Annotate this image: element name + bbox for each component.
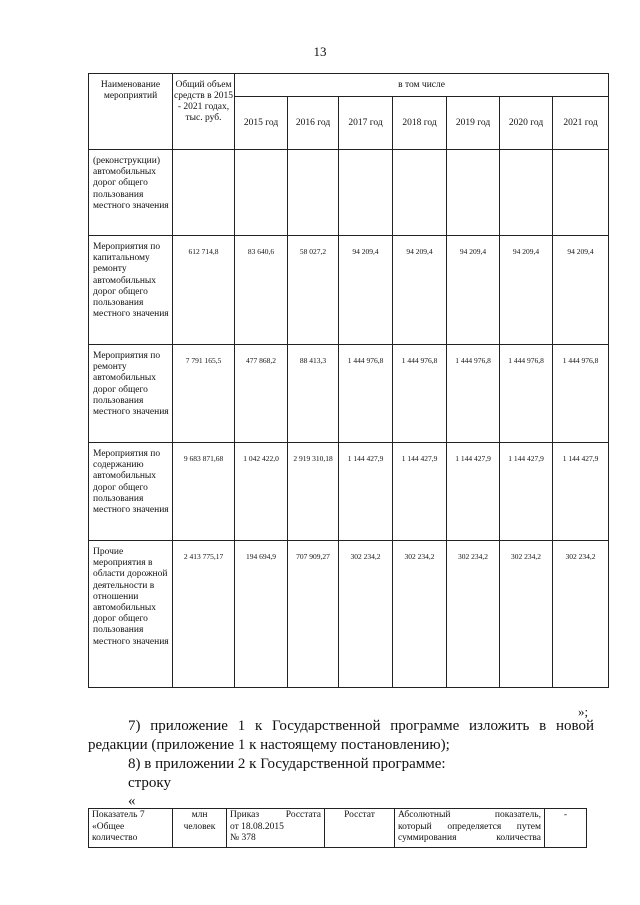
- row-value: 94 209,4: [553, 236, 609, 345]
- table-row: [89, 443, 609, 541]
- table-row: [89, 541, 609, 688]
- unit-cell: [173, 809, 227, 848]
- row-value: 1 444 976,8: [447, 345, 500, 443]
- row-name: Мероприятия по содержанию автомобильных дорог общего пользования местного значения: [89, 443, 173, 541]
- header-including: в том числе: [235, 74, 609, 97]
- row-total: 9 683 871,68: [173, 443, 235, 541]
- header-year: 2018 год: [393, 97, 447, 150]
- row-value: 302 234,2: [447, 541, 500, 688]
- row-value: [288, 150, 339, 236]
- unit-line: человек: [183, 821, 216, 832]
- page-number: 13: [313, 44, 327, 59]
- row-value: 1 144 427,9: [339, 443, 393, 541]
- row-name: Мероприятия по ремонту автомобильных дорог общего пользования местного значения: [89, 345, 173, 443]
- row-value: 94 209,4: [500, 236, 553, 345]
- row-total: 7 791 165,5: [173, 345, 235, 443]
- header-name: Наименование мероприятий: [89, 74, 173, 150]
- indicator-table: [88, 808, 587, 848]
- row-value: [553, 150, 609, 236]
- header-year: 2019 год: [447, 97, 500, 150]
- row-value: [235, 150, 288, 236]
- row-value: 2 919 310,18: [288, 443, 339, 541]
- paragraph-7-line2: редакции (приложение 1 к настоящему постановлению);: [88, 737, 450, 753]
- row-value: 477 868,2: [235, 345, 288, 443]
- paragraph-7-line1: 7) приложение 1 к Государственной программе изложить в новой: [128, 718, 594, 734]
- row-value: 194 694,9: [235, 541, 288, 688]
- row-value: 302 234,2: [553, 541, 609, 688]
- indicator-name-cell: [89, 809, 173, 848]
- closing-quote: »;: [578, 704, 589, 719]
- method-line: суммирования количества: [398, 833, 541, 843]
- row-value: 1 444 976,8: [339, 345, 393, 443]
- paragraph-8-sub: строку: [128, 775, 171, 791]
- header-year: 2015 год: [235, 97, 288, 150]
- indicator-name-line: «Общее: [92, 821, 125, 832]
- indicator-name-line: количество: [92, 833, 138, 843]
- unit-line: млн: [191, 810, 208, 820]
- row-value: [500, 150, 553, 236]
- row-value: 1 444 976,8: [500, 345, 553, 443]
- row-value: 302 234,2: [339, 541, 393, 688]
- header-year: 2020 год: [500, 97, 553, 150]
- row-total: 612 714,8: [173, 236, 235, 345]
- row-value: 1 144 427,9: [447, 443, 500, 541]
- table-row: [89, 345, 609, 443]
- row-value: 302 234,2: [393, 541, 447, 688]
- open-quote: «: [128, 793, 136, 809]
- row-value: 88 413,3: [288, 345, 339, 443]
- row-value: 94 209,4: [393, 236, 447, 345]
- source-doc-line: от 18.08.2015: [230, 821, 284, 832]
- row-value: [393, 150, 447, 236]
- row-value: 1 144 427,9: [393, 443, 447, 541]
- header-year: 2016 год: [288, 97, 339, 150]
- row-total: [173, 150, 235, 236]
- row-value: [339, 150, 393, 236]
- header-total: Общий объем средств в 2015 - 2021 годах, тыс. руб.: [173, 74, 235, 150]
- row-name: (реконструкции) автомобильных дорог общего пользования местного значения: [89, 150, 173, 236]
- row-value: 1 042 422,0: [235, 443, 288, 541]
- row-value: 707 909,27: [288, 541, 339, 688]
- row-value: [447, 150, 500, 236]
- source-doc-line: Приказ Росстата: [230, 810, 321, 820]
- row-value: 94 209,4: [447, 236, 500, 345]
- row-value: 302 234,2: [500, 541, 553, 688]
- dash-cell: -: [545, 809, 587, 848]
- row-value: 1 144 427,9: [500, 443, 553, 541]
- source-doc-cell: [227, 809, 325, 848]
- row-value: 83 640,6: [235, 236, 288, 345]
- row-name: Прочие мероприятия в области дорожной деятельности в отношении автомобильных дорог общего пользования местного значения: [89, 541, 173, 688]
- table-row: [89, 236, 609, 345]
- source-doc-line: № 378: [230, 833, 256, 843]
- funding-table: [88, 73, 609, 688]
- method-cell: [395, 809, 545, 848]
- indicator-name-line: Показатель 7: [92, 810, 145, 820]
- row-value: 1 444 976,8: [553, 345, 609, 443]
- row-value: 1 144 427,9: [553, 443, 609, 541]
- row-total: 2 413 775,17: [173, 541, 235, 688]
- table-row: [89, 150, 609, 236]
- paragraph-8: 8) в приложении 2 к Государственной программе:: [128, 756, 446, 772]
- header-year: 2017 год: [339, 97, 393, 150]
- method-line: Абсолютный показатель,: [398, 810, 541, 820]
- row-name: Мероприятия по капитальному ремонту автомобильных дорог общего пользования местного значения: [89, 236, 173, 345]
- row-value: 1 444 976,8: [393, 345, 447, 443]
- header-year: 2021 год: [553, 97, 609, 150]
- row-value: 58 027,2: [288, 236, 339, 345]
- method-line: который определяется путем: [398, 821, 541, 832]
- responsible-cell: Росстат: [325, 809, 395, 848]
- row-value: 94 209,4: [339, 236, 393, 345]
- table-row: [89, 809, 587, 848]
